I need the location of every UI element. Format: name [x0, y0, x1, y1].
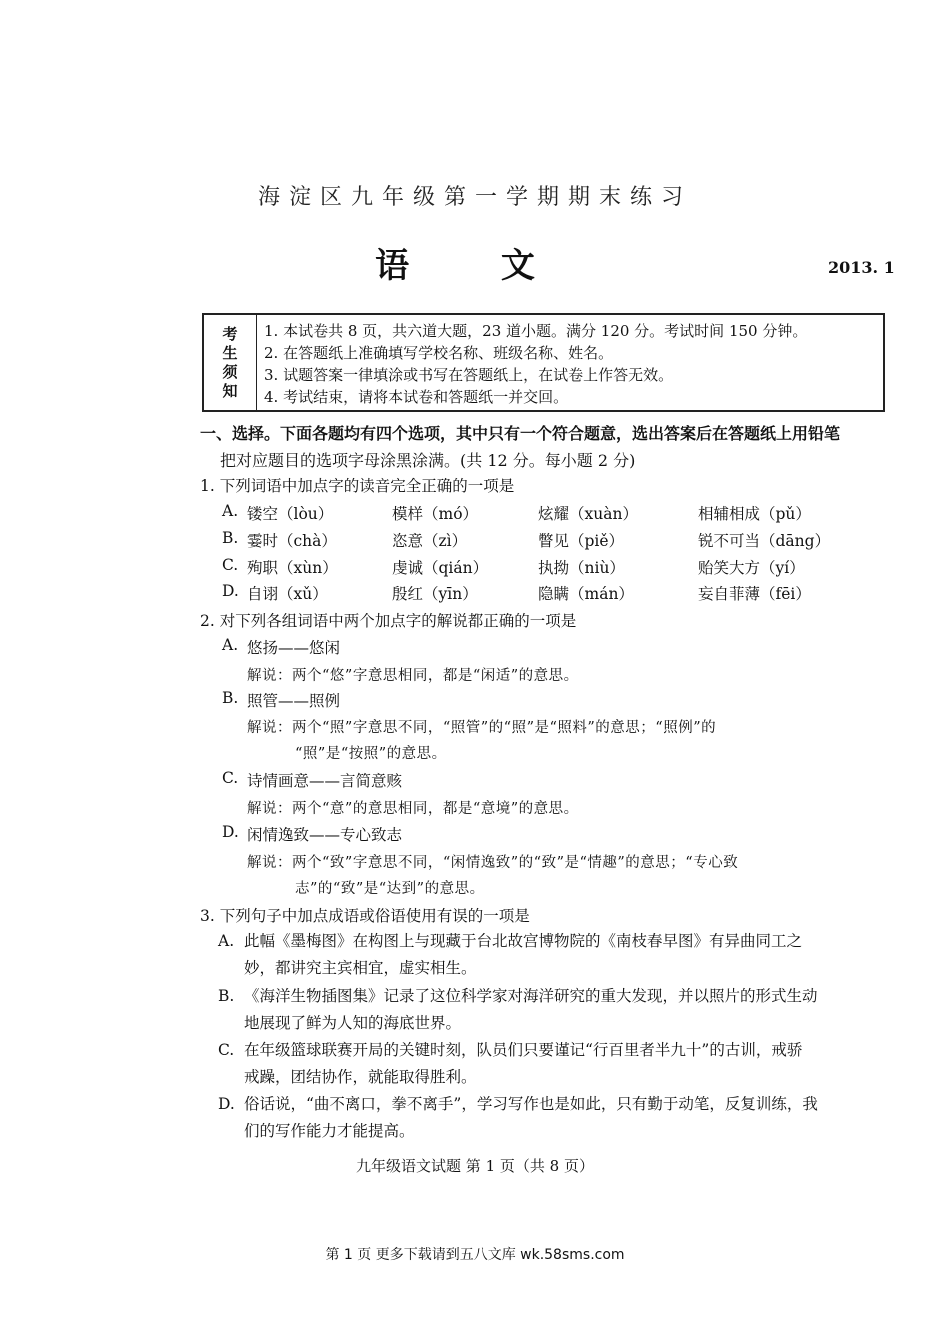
q3-option-line: 《海洋生物插图集》记录了这位科学家对海洋研究的重大发现，并以照片的形式生动	[244, 987, 818, 1005]
exam-subtitle: 海淀区九年级第一学期期末练习	[257, 185, 692, 210]
notice-item: 1. 本试卷共 8 页，共六道大题，23 道小题。满分 120 分。考试时间 150 分钟。	[264, 322, 808, 340]
q3-stem: 3. 下列句子中加点成语或俗语使用有误的一项是	[200, 907, 530, 925]
q1-item: 隐瞒（mán）	[538, 585, 634, 603]
q3-option	[218, 983, 886, 1037]
q1-item: 镂空（lòu）	[247, 505, 334, 523]
q3-option-line: 们的写作能力才能提高。	[244, 1122, 415, 1140]
notice-list	[264, 320, 807, 408]
q1-item: 霎时（chà）	[247, 532, 337, 550]
section-heading-line: 一、选择。下面各题均有四个选项，其中只有一个符合题意，选出答案后在答题纸上用铅笔	[200, 424, 841, 443]
q3-option-label: D.	[218, 1095, 235, 1113]
q2-option-label: A.	[222, 636, 239, 654]
q1-item: 锐不可当（dāng）	[698, 532, 831, 550]
notice-label	[204, 315, 257, 410]
q3-option	[218, 928, 886, 982]
notice-label-char: 考	[222, 324, 238, 343]
q3-option-label: C.	[218, 1041, 235, 1059]
exam-date: 2013. 1	[828, 258, 895, 277]
q1-item: 虔诚（qián）	[392, 559, 489, 577]
q2-explanation: 解说：两个“意”的意思相同，都是“意境”的意思。	[247, 801, 579, 817]
q2-explanation: 志”的“致”是“达到”的意思。	[295, 881, 485, 897]
download-note: 第 1 页 更多下载请到五八文库 wk.58sms.com	[325, 1247, 625, 1263]
q1-item: 瞥见（piě）	[538, 532, 625, 550]
page-footer: 九年级语文试题 第 1 页（共 8 页）	[356, 1157, 594, 1175]
q2-explanation: 解说：两个“照”字意思不同，“照管”的“照”是“照料”的意思；“照例”的	[247, 720, 717, 736]
q1-option-label: A.	[222, 502, 239, 520]
q1-option-label: B.	[222, 529, 239, 547]
q1-item: 模样（mó）	[392, 505, 479, 523]
q3-option-line: 在年级篮球联赛开局的关键时刻，队员们只要谨记“行百里者半九十”的古训，戒骄	[244, 1041, 803, 1059]
q1-item: 殉职（xùn）	[247, 559, 338, 577]
q3-option-line: 地展现了鲜为人知的海底世界。	[244, 1014, 462, 1032]
notice-box	[202, 313, 885, 412]
q2-option-text: 照管——照例	[247, 692, 341, 710]
q1-option-label: C.	[222, 556, 239, 574]
q1-item: 恣意（zì）	[392, 532, 468, 550]
section-1-heading	[200, 420, 890, 474]
q1-item: 炫耀（xuàn）	[538, 505, 638, 523]
q2-explanation: “照”是“按照”的意思。	[295, 746, 447, 762]
q2-option-label: C.	[222, 769, 239, 787]
q1-item: 贻笑大方（yí）	[698, 559, 805, 577]
q3-option-label: B.	[218, 987, 235, 1005]
q1-option-label: D.	[222, 582, 239, 600]
notice-item: 2. 在答题纸上准确填写学校名称、班级名称、姓名。	[264, 344, 614, 362]
q2-option-label: D.	[222, 823, 239, 841]
q1-item: 自诩（xǔ）	[247, 585, 328, 603]
q3-option-line: 俗话说，“曲不离口，拳不离手”，学习写作也是如此，只有勤于动笔，反复训练，我	[244, 1095, 818, 1113]
notice-item: 4. 考试结束，请将本试卷和答题纸一并交回。	[264, 388, 569, 406]
section-heading-cont: 把对应题目的选项字母涂黑涂满。(共 12 分。每小题 2 分)	[220, 451, 636, 470]
notice-label-char: 生	[222, 343, 238, 362]
notice-item: 3. 试题答案一律填涂或书写在答题纸上，在试卷上作答无效。	[264, 366, 674, 384]
q3-option-line: 此幅《墨梅图》在构图上与现藏于台北故宫博物院的《南枝春早图》有异曲同工之	[244, 932, 803, 950]
q2-option-text: 悠扬——悠闲	[247, 639, 341, 657]
q1-stem: 1. 下列词语中加点字的读音完全正确的一项是	[200, 477, 515, 495]
q1-item: 妄自菲薄（fēi）	[698, 585, 811, 603]
q3-option-line: 戒躁，团结协作，就能取得胜利。	[244, 1068, 477, 1086]
q1-item: 相辅相成（pǔ）	[698, 505, 811, 523]
q3-option	[218, 1037, 886, 1091]
q2-explanation: 解说：两个“悠”字意思相同，都是“闲适”的意思。	[247, 668, 579, 684]
notice-label-char: 须	[222, 362, 238, 381]
exam-title: 语 文	[375, 246, 575, 286]
q3-option	[218, 1091, 886, 1145]
q3-option-label: A.	[218, 932, 235, 950]
q2-option-label: B.	[222, 689, 239, 707]
q3-option-line: 妙，都讲究主宾相宜，虚实相生。	[244, 959, 477, 977]
q2-stem: 2. 对下列各组词语中两个加点字的解说都正确的一项是	[200, 612, 577, 630]
q2-explanation: 解说：两个“致”字意思不同，“闲情逸致”的“致”是“情趣”的意思；“专心致	[247, 855, 739, 871]
q1-item: 殷红（yīn）	[392, 585, 478, 603]
notice-label-char: 知	[222, 381, 238, 400]
q2-option-text: 诗情画意——言简意赅	[247, 772, 403, 790]
q2-option-text: 闲情逸致——专心致志	[247, 826, 403, 844]
q1-item: 执拗（niù）	[538, 559, 625, 577]
